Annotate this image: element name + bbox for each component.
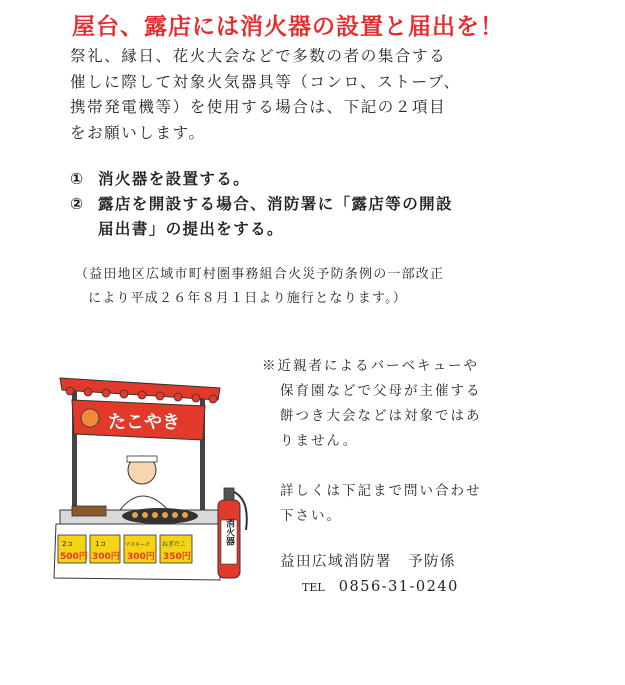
price-count: 1コ — [95, 540, 107, 548]
price-count: ねぎだこ — [162, 541, 187, 548]
takoyaki-stall-illustration — [50, 360, 260, 600]
tel-label: TEL — [302, 581, 325, 594]
inquiry-line: 詳しくは下記まで問い合わせ — [280, 483, 482, 499]
intro-line: 催しに際して対象火気器具等（コンロ、ストーブ、 — [70, 72, 461, 91]
octopus-icon — [81, 409, 99, 427]
side-line: 保育園などで父母が主催する — [280, 383, 482, 399]
office-name: 益田広域消防署 予防係 — [280, 554, 456, 570]
price-count: マヨネーズ — [125, 542, 150, 548]
takoyaki-tray — [72, 506, 106, 516]
page-title: 屋台、露店には消火器の設置と届出を！ — [72, 14, 504, 40]
price-value: 500円 — [60, 552, 88, 562]
requirement-list — [70, 167, 453, 242]
extinguisher-label: 消火器 — [224, 518, 234, 546]
item-number: ② — [70, 195, 85, 213]
item-text: 露店を開設する場合、消防署に「露店等の開設 — [98, 195, 453, 213]
price-value: 350円 — [163, 552, 191, 562]
side-line: ※近親者によるバーベキューや — [262, 358, 479, 374]
inquiry-line: 下さい。 — [280, 508, 342, 524]
price-cards — [58, 535, 192, 563]
vendor-body — [120, 496, 168, 510]
headband — [127, 456, 157, 462]
note-line: により平成２６年８月１日より施行となります。） — [88, 291, 408, 306]
intro-line: 携帯発電機等）を使用する場合は、下記の２項目 — [70, 98, 447, 116]
item-number: ① — [70, 170, 85, 188]
phone-number: 0856-31-0240 — [338, 579, 459, 595]
side-line: りません。 — [280, 433, 359, 449]
exception-note — [262, 354, 482, 529]
note-line: （益田地区広域市町村圏事務組合火災予防条例の一部改正 — [75, 267, 445, 282]
price-count: 2コ — [62, 540, 74, 548]
phone-line — [280, 575, 459, 600]
ordinance-note — [75, 263, 444, 311]
intro-line: をお願いします。 — [70, 123, 206, 142]
price-value: 300円 — [92, 552, 120, 562]
requirement-item — [70, 192, 453, 217]
contact-block — [280, 550, 459, 600]
sign-text: たこやき — [108, 412, 180, 433]
intro-paragraph — [70, 44, 540, 146]
side-line: 餅つき大会などは対象ではあ — [280, 408, 482, 424]
item-text-continued: 届出書」の提出をする。 — [98, 220, 284, 238]
extinguisher-valve — [224, 488, 234, 500]
item-text: 消火器を設置する。 — [98, 170, 251, 188]
intro-line: 祭礼、縁日、花火大会などで多数の者の集合する — [70, 47, 447, 65]
price-value: 300円 — [127, 552, 155, 562]
requirement-item — [70, 167, 453, 192]
